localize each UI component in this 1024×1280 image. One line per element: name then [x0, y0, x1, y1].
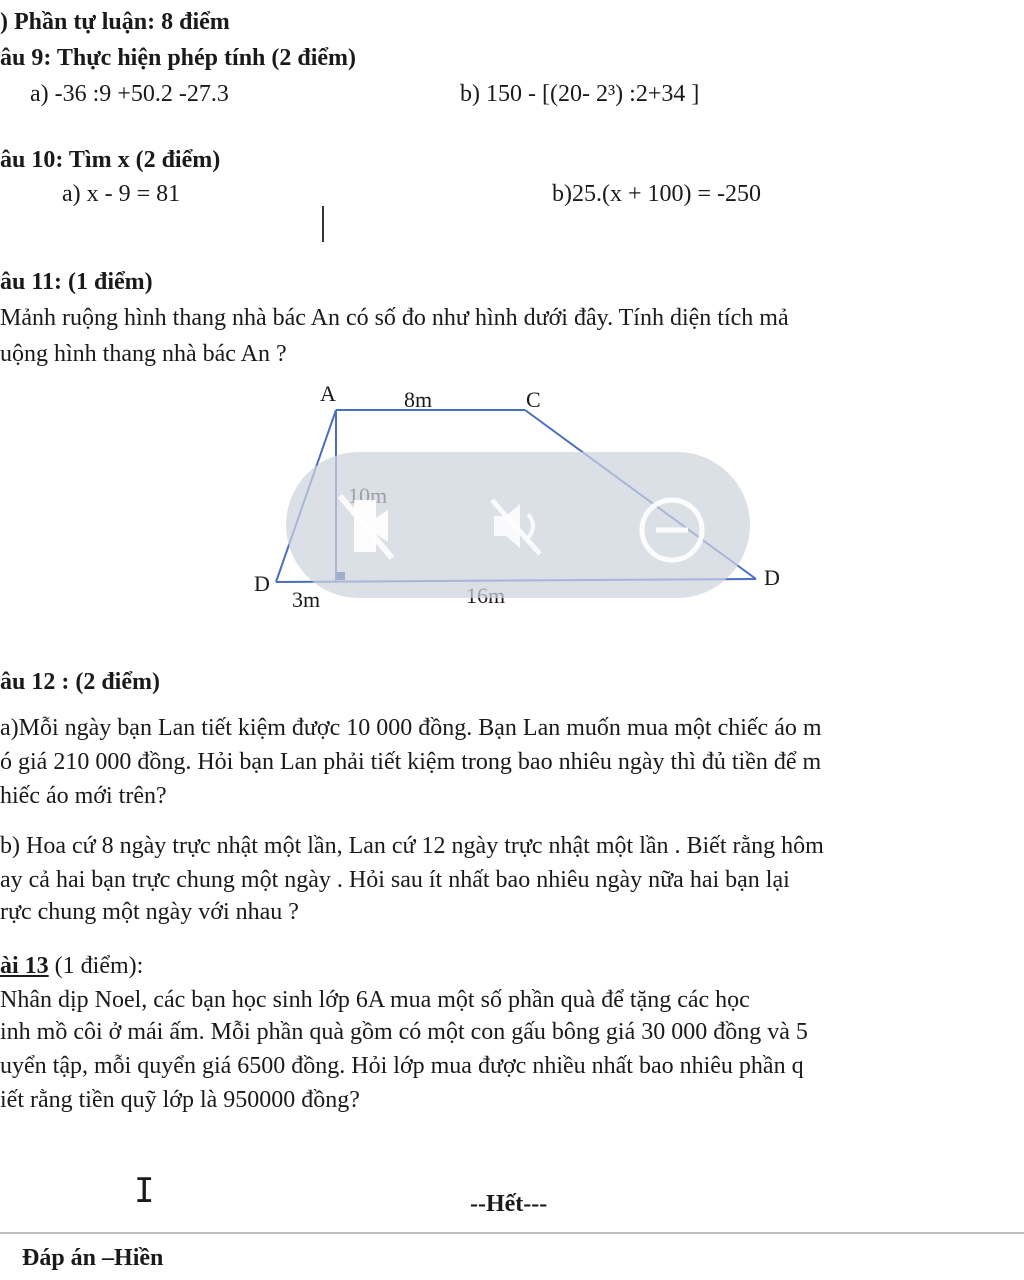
q13-heading: ài 13: [0, 953, 49, 979]
q12-a-line-1: a)Mỗi ngày bạn Lan tiết kiệm được 10 000 đồng. Bạn Lan muốn mua một chiếc áo m: [0, 715, 822, 741]
q13-line-3: uyển tập, mỗi quyển giá 6500 đồng. Hỏi lớp mua được nhiều nhất bao nhiêu phần q: [0, 1053, 804, 1079]
q9-part-a: a) -36 :9 +50.2 -27.3: [30, 81, 229, 107]
q12-a-line-3: hiếc áo mới trên?: [0, 783, 167, 809]
text-cursor-icon: I: [134, 1171, 155, 1211]
q9-heading: âu 9: Thực hiện phép tính (2 điểm): [0, 45, 357, 71]
q9-part-b: b) 150 - [(20- 2³) :2+34 ]: [460, 81, 700, 107]
q13-line-4: iết rằng tiền quỹ lớp là 950000 đồng?: [0, 1087, 360, 1113]
label-top-length: 8m: [404, 387, 433, 412]
label-a: A: [320, 381, 336, 406]
q10-part-b: b)25.(x + 100) = -250: [552, 181, 762, 207]
q12-heading: âu 12 : (2 điểm): [0, 669, 160, 695]
page-divider: [0, 1232, 1024, 1234]
mute-icon[interactable]: [480, 488, 550, 564]
q12-b-line-3: rực chung một ngày với nhau ?: [0, 899, 299, 925]
label-d-left: D: [254, 571, 270, 596]
q12-b-line-1: b) Hoa cứ 8 ngày trực nhật một lần, Lan cứ 12 ngày trực nhật một lần . Biết rằng hôm: [0, 833, 824, 859]
q11-heading: âu 11: (1 điểm): [0, 269, 153, 295]
end-text: --Hết---: [470, 1191, 548, 1217]
q12-b-line-2: ay cả hai bạn trực chung một ngày . Hỏi sau ít nhất bao nhiêu ngày nữa hai bạn lại: [0, 867, 790, 893]
q10-heading: âu 10: Tìm x (2 điểm): [0, 147, 221, 173]
q13-line-2: inh mồ côi ở mái ấm. Mỗi phần quà gồm có một con gấu bông giá 30 000 đồng và 5: [0, 1019, 808, 1045]
q13-points: (1 điểm):: [48, 953, 144, 979]
label-d-right: D: [764, 565, 780, 590]
q10-part-a: a) x - 9 = 81: [62, 181, 181, 207]
section-title: ) Phần tự luận: 8 điểm: [0, 9, 230, 35]
q11-line-1: Mảnh ruộng hình thang nhà bác An có số đo như hình dưới đây. Tính diện tích mả: [0, 305, 789, 331]
video-off-icon[interactable]: [330, 488, 400, 564]
label-c: C: [526, 387, 541, 412]
q11-line-2: uộng hình thang nhà bác An ?: [0, 341, 287, 367]
q13-line-1: Nhân dịp Noel, các bạn học sinh lớp 6A mua một số phần quà để tặng các học: [0, 987, 750, 1013]
q12-a-line-2: ó giá 210 000 đồng. Hỏi bạn Lan phải tiết kiệm trong bao nhiêu ngày thì đủ tiền để m: [0, 749, 822, 775]
q13-title: [0, 952, 143, 980]
answer-heading: Đáp án –Hiền: [22, 1245, 164, 1271]
end-icon[interactable]: [634, 492, 710, 568]
label-left-base: 3m: [292, 587, 321, 612]
